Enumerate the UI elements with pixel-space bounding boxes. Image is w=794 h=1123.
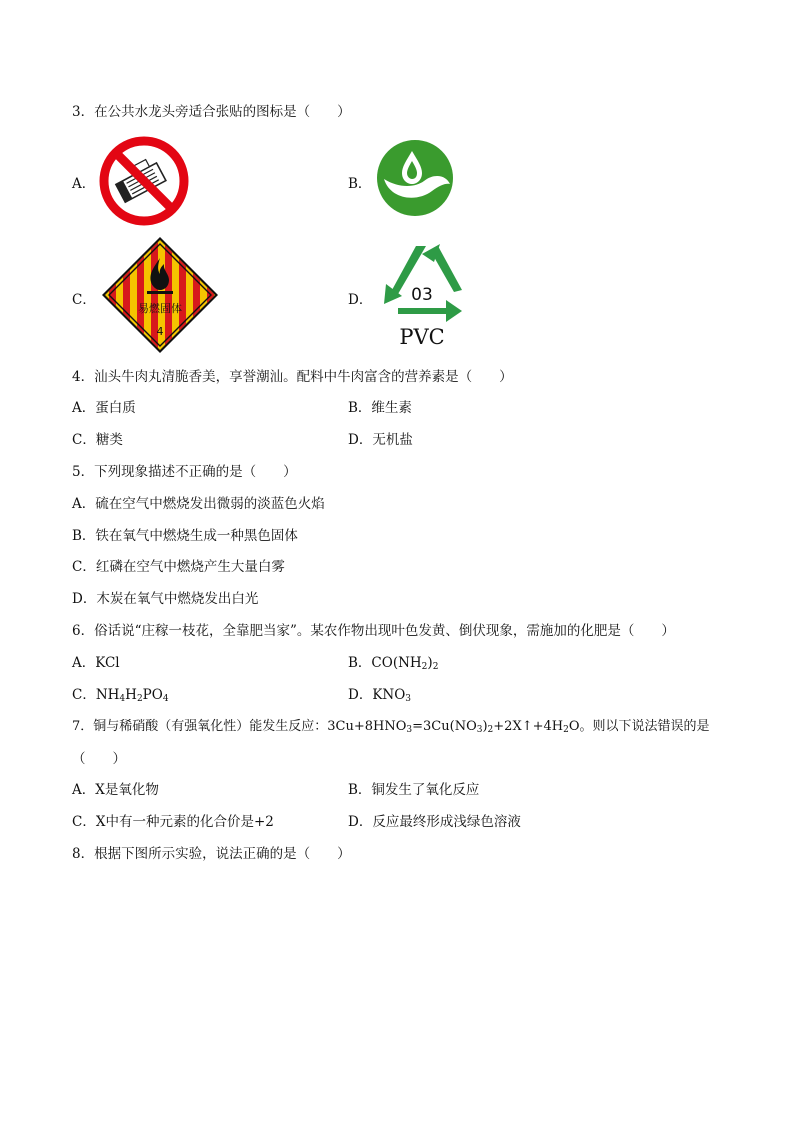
q8-stem: 8．根据下图所示实验，说法正确的是（ ）: [72, 846, 351, 862]
hazard-class-number: 4: [156, 325, 164, 338]
flammable-solid-text: 易燃固体: [138, 302, 182, 315]
q3-option-b-label[interactable]: B．: [348, 176, 372, 192]
q4-option-a[interactable]: A．蛋白质: [72, 400, 136, 416]
q5-option-d[interactable]: D．木炭在氧气中燃烧发出白光: [72, 591, 259, 607]
q6-stem: 6．俗话说“庄稼一枝花，全靠肥当家”。某农作物出现叶色发黄、倒伏现象，需施加的化肥是（ ）: [72, 623, 675, 639]
q3-stem: 3．在公共水龙头旁适合张贴的图标是（ ）: [72, 104, 351, 120]
q6-option-a[interactable]: A．KCl: [72, 655, 120, 671]
q6-option-c[interactable]: C．$NH_4H_2PO_4$: [72, 687, 169, 704]
q4-option-d[interactable]: D．无机盐: [348, 432, 413, 448]
water-saving-sign-icon: [376, 139, 454, 217]
q6-option-b[interactable]: B．$CO(NH_2)_2$: [348, 655, 439, 672]
q7-option-c[interactable]: C．X中有一种元素的化合价是+2: [72, 814, 274, 830]
q5-stem: 5．下列现象描述不正确的是（ ）: [72, 464, 297, 480]
q7-option-a[interactable]: A．X是氧化物: [72, 782, 159, 798]
q3-option-a-label[interactable]: A．: [72, 176, 96, 192]
flammable-solid-sign-icon: [101, 236, 219, 354]
q4-stem: 4．汕头牛肉丸清脆香美，享誉潮汕。配料中牛肉富含的营养素是（ ）: [72, 369, 513, 385]
q5-option-c[interactable]: C．红磷在空气中燃烧产生大量白雾: [72, 559, 285, 575]
q4-option-b[interactable]: B．维生素: [348, 400, 412, 416]
q7-option-d[interactable]: D．反应最终形成浅绿色溶液: [348, 814, 521, 830]
q7-stem: 7．铜与稀硝酸（有强氧化性）能发生反应：$3Cu+8HNO_3=3Cu(NO_3)_2+2X↑+4H_2O$。则以下说法错误的是: [72, 719, 710, 735]
q3-option-c-label[interactable]: C．: [72, 292, 96, 308]
recycle-code-number: 03: [411, 285, 433, 305]
q4-option-c[interactable]: C．糖类: [72, 432, 123, 448]
q7-answer-paren: （ ）: [72, 751, 126, 767]
q3-option-d-label[interactable]: D．: [348, 292, 373, 308]
pvc-recycle-sign-icon: [376, 240, 468, 348]
q5-option-a[interactable]: A．硫在空气中燃烧发出微弱的淡蓝色火焰: [72, 496, 325, 512]
no-matches-sign-icon: [97, 134, 191, 228]
q7-option-b[interactable]: B．铜发生了氧化反应: [348, 782, 480, 798]
q5-option-b[interactable]: B．铁在氧气中燃烧生成一种黑色固体: [72, 528, 298, 544]
q6-option-d[interactable]: D．$KNO_3$: [348, 687, 412, 704]
pvc-label: PVC: [399, 325, 445, 348]
